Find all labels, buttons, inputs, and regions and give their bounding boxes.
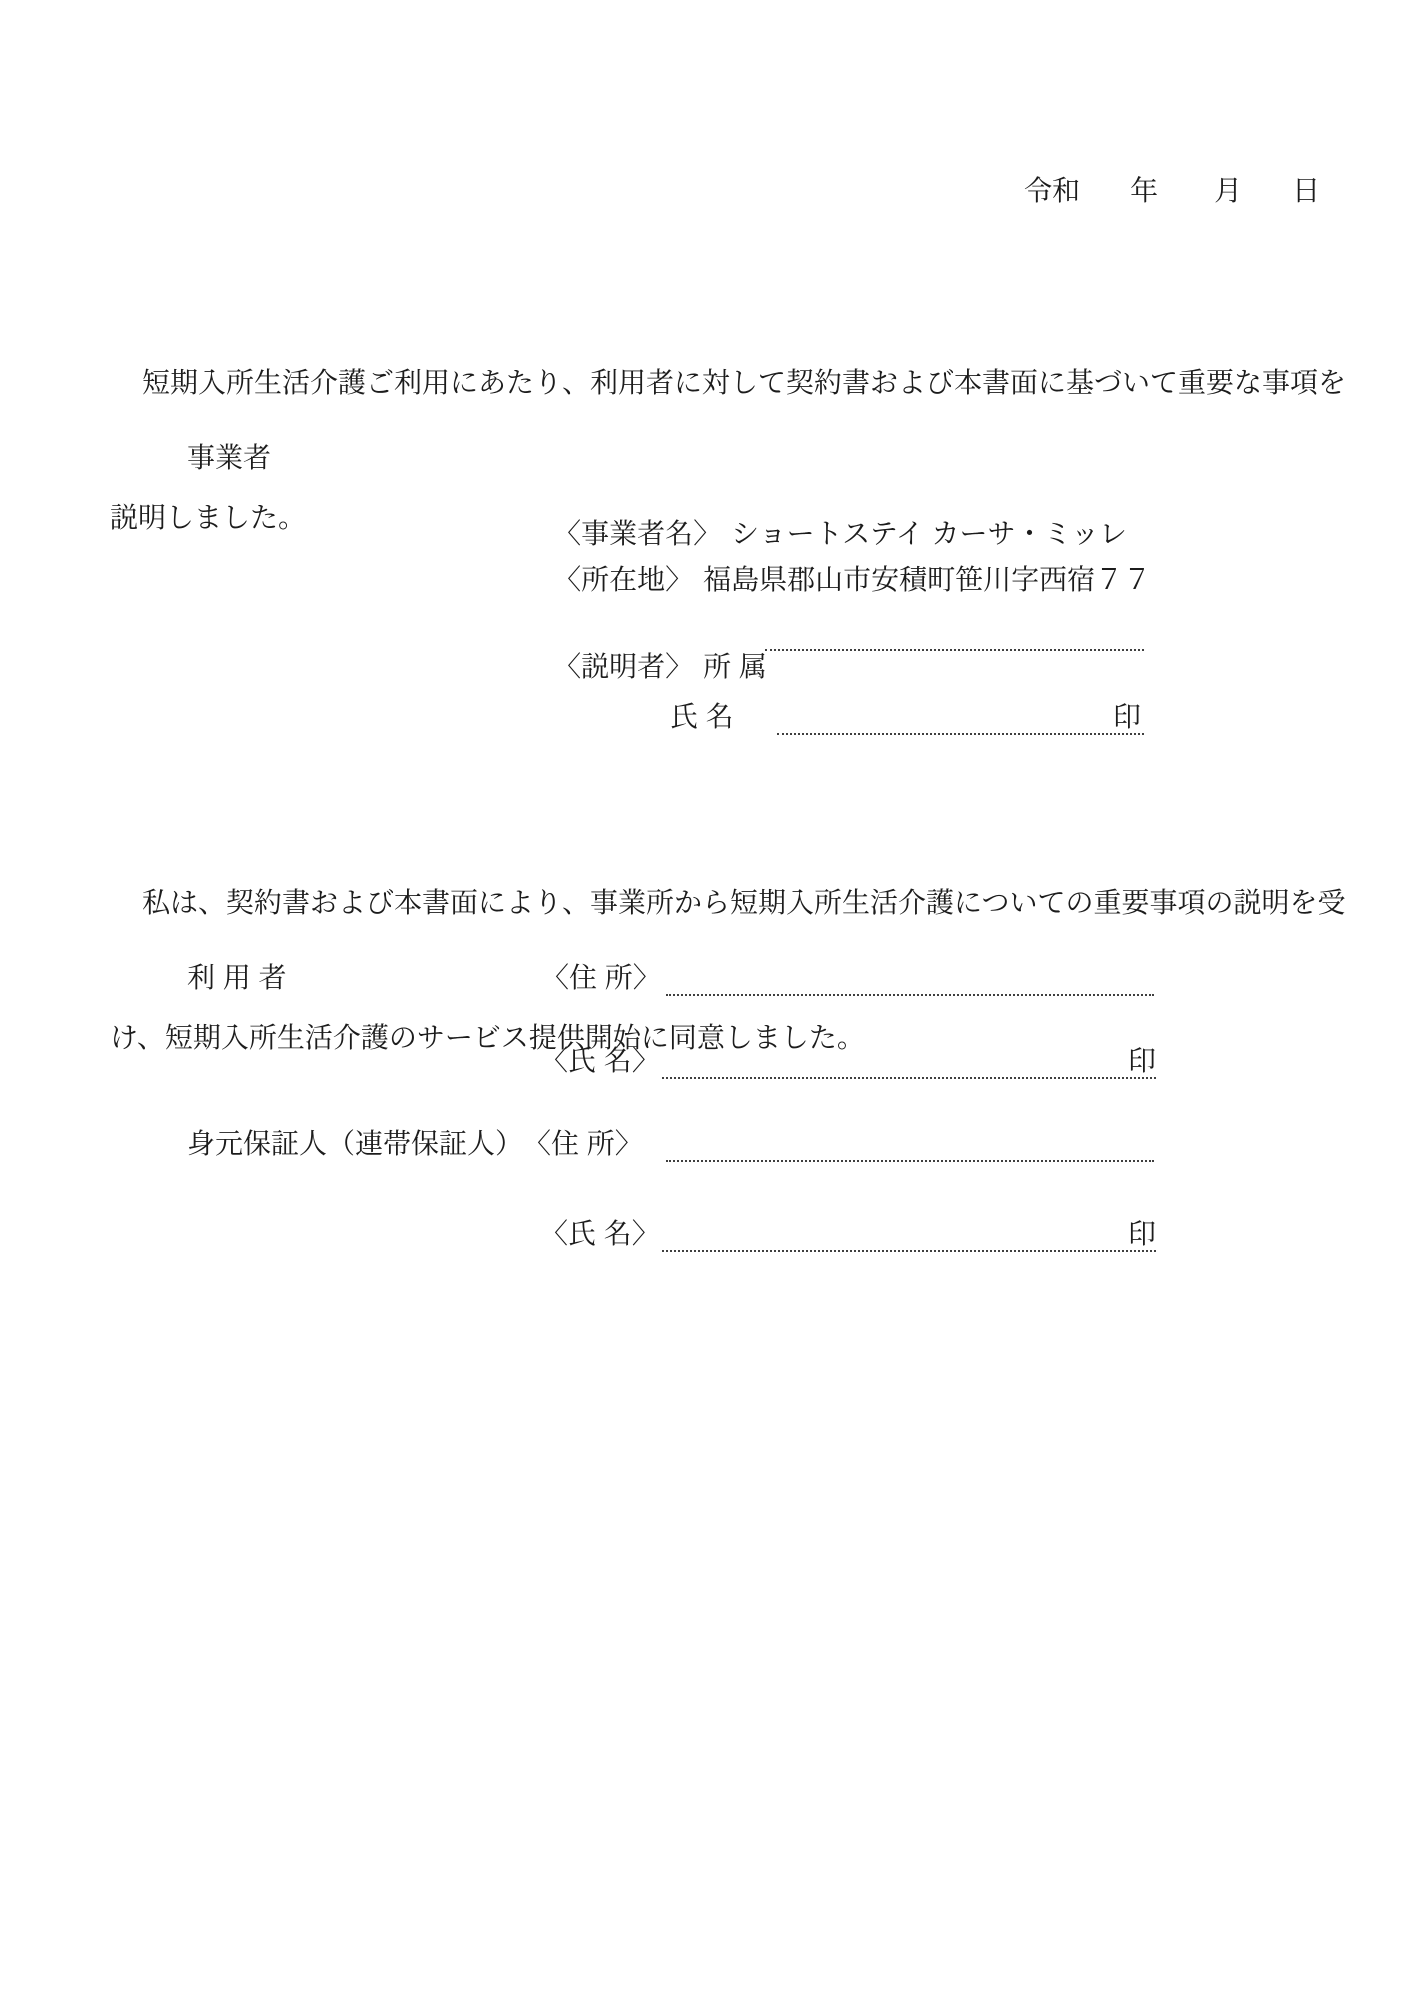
provider-name-bracket: 〈事業者名〉 [553,518,722,549]
guarantor-address-fill-line[interactable] [666,1160,1154,1162]
explainer-name-fill-line[interactable] [777,733,1144,735]
explainer-affiliation-fill-line[interactable] [765,649,1144,651]
provider-address-value: 福島県郡山市安積町笹川字西宿７７ [703,564,1152,595]
explainer-bracket: 〈説明者〉 [553,651,694,682]
guarantor-name-bracket: 〈氏 名〉 [540,1218,660,1249]
user-seal-mark: 印 [1128,1045,1157,1076]
provider-statement-line2: 説明しました。 [110,502,307,533]
provider-name-value: ショートステイ カーサ・ミッレ [731,518,1128,549]
provider-address-bracket: 〈所在地〉 [553,564,694,595]
user-address-fill-line[interactable] [666,994,1154,996]
user-name-bracket: 〈氏 名〉 [540,1045,660,1076]
explainer-seal-mark: 印 [1113,701,1142,732]
guarantor-section-label: 身元保証人（連帯保証人） [187,1128,524,1159]
explainer-name-label: 氏 名 [670,701,734,732]
explainer-affiliation-label: 所 属 [703,651,767,682]
guarantor-seal-mark: 印 [1128,1218,1157,1249]
date-day-label: 日 [1292,175,1321,206]
user-section-label: 利 用 者 [187,962,287,993]
date-year-label: 年 [1130,175,1159,206]
consent-statement [110,790,1345,1150]
user-address-bracket: 〈住 所〉 [541,962,661,993]
guarantor-name-fill-line[interactable] [662,1250,1156,1252]
consent-statement-line1: 私は、契約書および本書面により、事業所から短期入所生活介護についての重要事項の説明を受 [142,887,1346,918]
date-month-label: 月 [1214,175,1243,206]
date-era-label: 令和 [1024,175,1081,206]
provider-section-label: 事業者 [187,442,272,473]
consent-statement-line2: け、短期入所生活介護のサービス提供開始に同意しました。 [110,1022,865,1053]
provider-statement-line1: 短期入所生活介護ご利用にあたり、利用者に対して契約書および本書面に基づいて重要な事項を [142,367,1347,398]
guarantor-address-bracket: 〈住 所〉 [523,1128,643,1159]
date-line [993,140,1320,242]
user-name-fill-line[interactable] [662,1077,1156,1079]
